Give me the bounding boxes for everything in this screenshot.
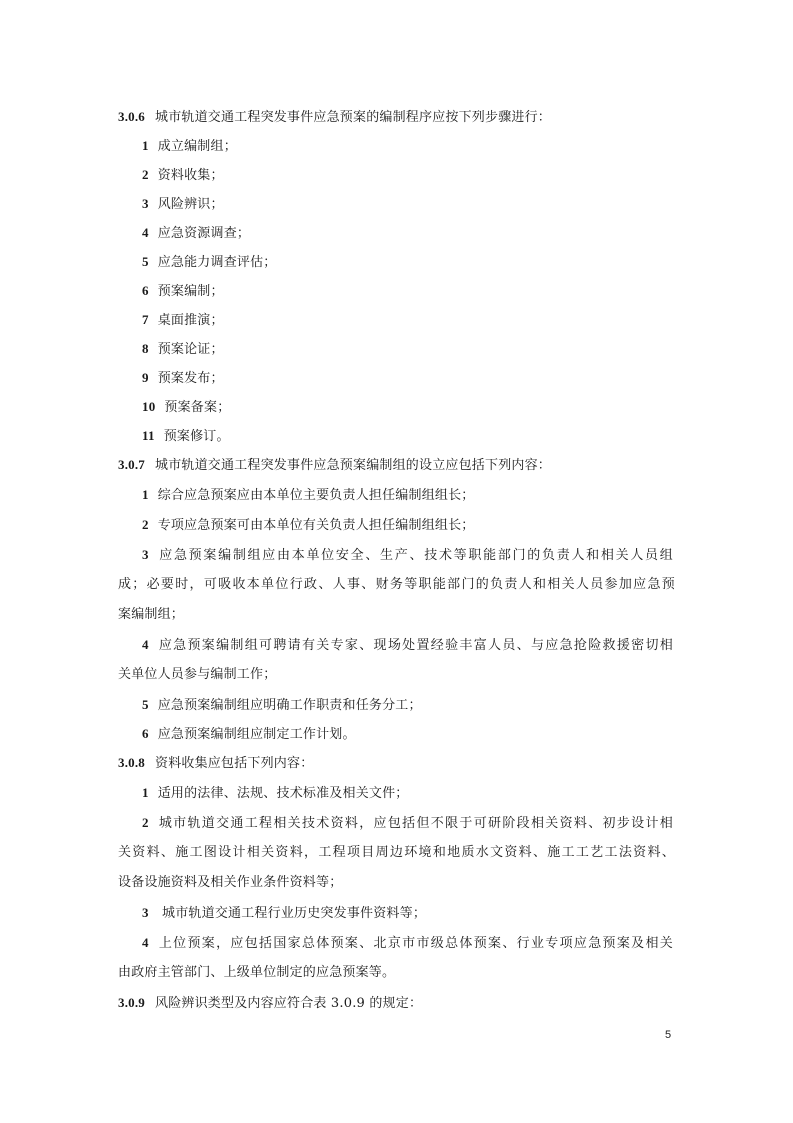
clause-number: 3.0.6 bbox=[118, 109, 145, 124]
list-item bbox=[118, 696, 675, 715]
item-number: 1 bbox=[142, 785, 149, 800]
clause-title: 资料收集应包括下列内容： bbox=[155, 756, 314, 771]
item-number: 2 bbox=[142, 815, 149, 830]
clause-number: 3.0.7 bbox=[118, 457, 145, 472]
clause-title: 城市轨道交通工程突发事件应急预案编制组的设立应包括下列内容： bbox=[155, 458, 552, 473]
list-item bbox=[118, 398, 675, 417]
item-text: 风险辨识； bbox=[157, 197, 224, 212]
item-continuation: 成；必要时，可吸收本单位行政、人事、财务等职能部门的负责人和相关人员参加应急预 bbox=[118, 577, 675, 592]
clause-3-0-8 bbox=[118, 754, 675, 773]
item-number: 5 bbox=[142, 697, 149, 712]
item-text: 上位预案，应包括国家总体预案、北京市市级总体预案、行业专项应急预案及相关 bbox=[157, 936, 673, 951]
list-item bbox=[118, 311, 675, 330]
clause-3-0-9 bbox=[118, 994, 675, 1013]
item-text: 应急预案编制组可聘请有关专家、现场处置经验丰富人员、与应急抢险救援密切相 bbox=[157, 638, 673, 653]
item-continuation: 设备设施资料及相关作业条件资料等； bbox=[118, 875, 343, 890]
list-item bbox=[118, 369, 675, 388]
item-text: 应急预案编制组应由本单位安全、生产、技术等职能部门的负责人和相关人员组 bbox=[157, 548, 673, 563]
item-continuation: 由政府主管部门、上级单位制定的应急预案等。 bbox=[118, 965, 396, 980]
list-item bbox=[118, 725, 675, 744]
list-item bbox=[118, 636, 673, 655]
item-text: 应急能力调查评估； bbox=[157, 255, 277, 270]
item-text: 城市轨道交通工程行业历史突发事件资料等； bbox=[157, 906, 427, 921]
list-item bbox=[118, 166, 675, 185]
item-number: 4 bbox=[142, 225, 149, 240]
item-number: 3 bbox=[142, 196, 149, 211]
list-item bbox=[118, 486, 675, 505]
list-item bbox=[118, 904, 675, 923]
item-text: 适用的法律、法规、技术标准及相关文件； bbox=[157, 786, 409, 801]
item-text: 预案论证； bbox=[157, 342, 224, 357]
list-item bbox=[118, 224, 675, 243]
item-text: 专项应急预案可由本单位有关负责人担任编制组组长； bbox=[157, 518, 475, 533]
item-continuation: 关资料、施工图设计相关资料，工程项目周边环境和地质水文资料、施工工艺工法资料、 bbox=[118, 845, 675, 860]
list-item bbox=[118, 934, 673, 953]
list-item bbox=[118, 282, 675, 301]
item-number: 5 bbox=[142, 254, 149, 269]
clause-number: 3.0.9 bbox=[118, 995, 145, 1010]
clause-number: 3.0.8 bbox=[118, 755, 145, 770]
item-text: 应急资源调查； bbox=[157, 226, 251, 241]
item-text: 成立编制组； bbox=[157, 139, 237, 154]
item-number: 10 bbox=[142, 399, 156, 414]
list-item bbox=[118, 137, 675, 156]
item-text: 城市轨道交通工程相关技术资料，应包括但不限于可研阶段相关资料、初步设计相 bbox=[157, 816, 673, 831]
item-text: 应急预案编制组应明确工作职责和任务分工； bbox=[157, 698, 422, 713]
list-item bbox=[118, 253, 675, 272]
list-item bbox=[118, 195, 675, 214]
list-item bbox=[118, 784, 675, 803]
item-number: 8 bbox=[142, 341, 149, 356]
item-text: 桌面推演； bbox=[157, 313, 224, 328]
list-item bbox=[118, 814, 673, 833]
item-text: 综合应急预案应由本单位主要负责人担任编制组组长； bbox=[157, 488, 475, 503]
item-number: 3 bbox=[142, 905, 149, 920]
page-number: 5 bbox=[665, 1029, 672, 1041]
list-item bbox=[118, 340, 675, 359]
item-text: 预案编制； bbox=[157, 284, 224, 299]
clause-title: 城市轨道交通工程突发事件应急预案的编制程序应按下列步骤进行： bbox=[155, 110, 552, 125]
item-number: 2 bbox=[142, 517, 149, 532]
list-item bbox=[118, 427, 675, 446]
item-number: 2 bbox=[142, 167, 149, 182]
item-text: 预案修订。 bbox=[163, 429, 230, 444]
item-text: 预案发布； bbox=[157, 371, 224, 386]
list-item bbox=[118, 516, 675, 535]
item-number: 1 bbox=[142, 487, 149, 502]
list-item bbox=[118, 546, 673, 565]
item-number: 1 bbox=[142, 138, 149, 153]
item-number: 6 bbox=[142, 726, 149, 741]
item-number: 4 bbox=[142, 637, 149, 652]
item-number: 9 bbox=[142, 370, 149, 385]
clause-3-0-6 bbox=[118, 108, 675, 127]
item-continuation: 关单位人员参与编制工作； bbox=[118, 667, 277, 682]
item-number: 4 bbox=[142, 935, 149, 950]
item-text: 预案备案； bbox=[164, 400, 231, 415]
item-text: 资料收集； bbox=[157, 168, 224, 183]
clause-3-0-7 bbox=[118, 456, 675, 475]
item-text: 应急预案编制组应制定工作计划。 bbox=[157, 727, 356, 742]
item-number: 6 bbox=[142, 283, 149, 298]
clause-title: 风险辨识类型及内容应符合表 3.0.9 的规定： bbox=[155, 996, 423, 1011]
item-number: 3 bbox=[142, 547, 149, 562]
item-continuation: 案编制组； bbox=[118, 607, 185, 622]
item-number: 11 bbox=[142, 428, 155, 443]
item-number: 7 bbox=[142, 312, 149, 327]
